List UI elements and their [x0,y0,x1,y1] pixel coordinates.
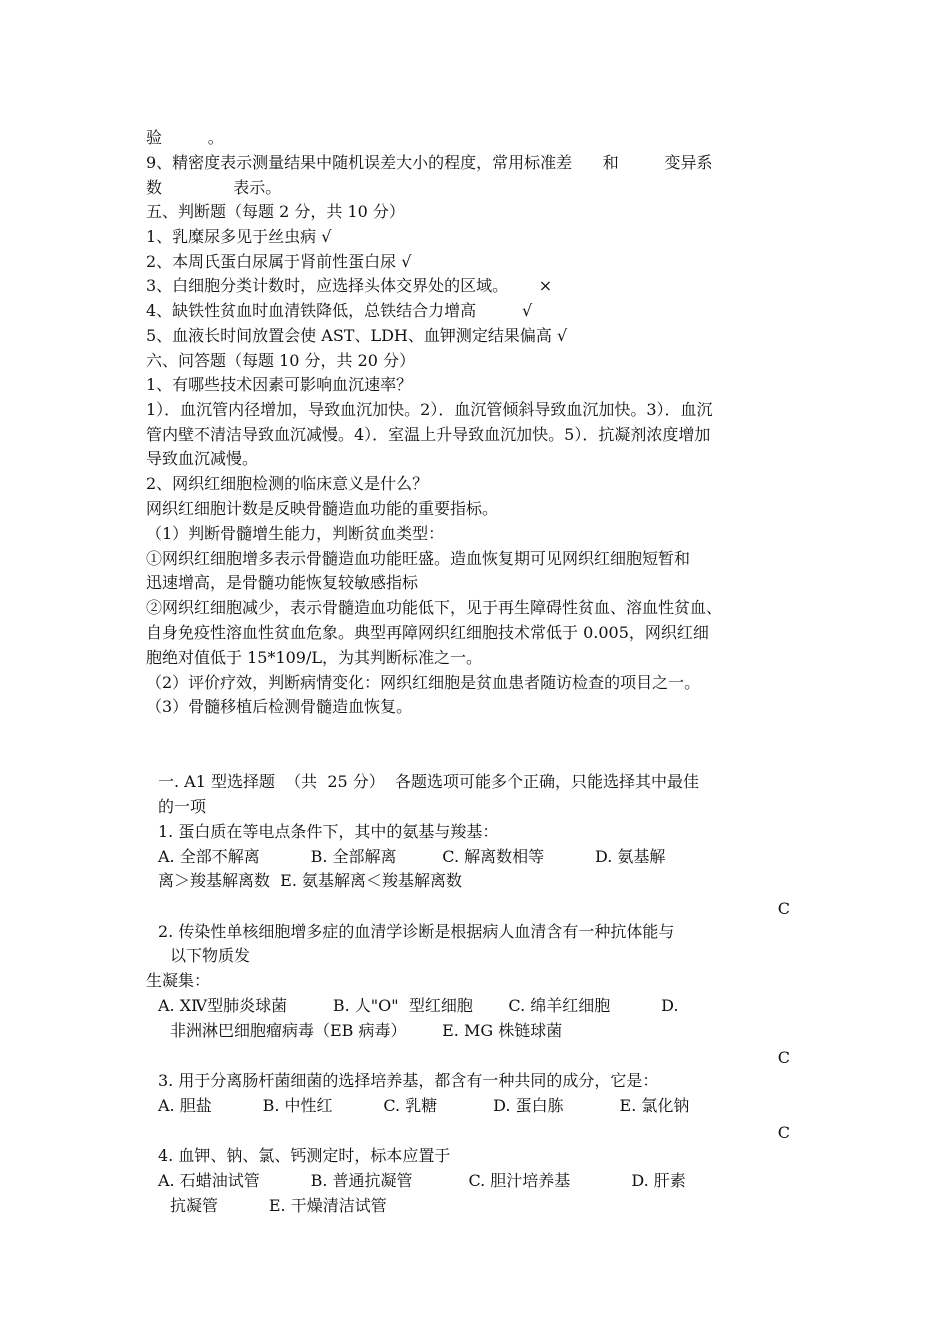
line: 1、乳糜尿多见于丝虫病 √ [146,227,332,246]
line: 验 。 [146,128,224,147]
options: 抗凝管 E. 干燥清洁试管 [170,1196,387,1215]
options: A. 胆盐 B. 中性红 C. 乳糖 D. 蛋白胨 E. 氯化钠 [158,1096,690,1115]
options: 离＞羧基解离数 E. 氨基解离＜羧基解离数 [158,871,463,890]
section-heading: 六、问答题（每题 10 分，共 20 分） [146,351,416,370]
line: 网织红细胞计数是反映骨髓造血功能的重要指标。 [146,499,499,518]
line: 1）．血沉管内径增加，导致血沉加快。2）．血沉管倾斜导致血沉加快。3）．血沉 [146,400,713,419]
options: A. 全部不解离 B. 全部解离 C. 解离数相等 D. 氨基解 [158,847,666,866]
options: A. XⅣ型肺炎球菌 B. 人"O" 型红细胞 C. 绵羊红细胞 D. [158,996,679,1015]
line: 5、血液长时间放置会使 AST、LDH、血钾测定结果偏高 √ [146,326,568,345]
options: 非洲淋巴细胞瘤病毒（EB 病毒） E. MG 株链球菌 [170,1021,563,1040]
line: 迅速增高，是骨髓功能恢复较敏感指标 [146,573,419,592]
line: ②网织红细胞减少，表示骨髓造血功能低下，见于再生障碍性贫血、溶血性贫血、 [146,598,723,617]
line: 以下物质发 [170,946,251,965]
line: 的一项 [158,797,207,816]
line: 2、本周氏蛋白尿属于肾前性蛋白尿 √ [146,252,412,271]
answer: C [777,1048,790,1067]
question: 4. 血钾、钠、氯、钙测定时，标本应置于 [158,1146,451,1165]
line: 4、缺铁性贫血时血清铁降低，总铁结合力增高 √ [146,301,533,320]
section-heading: 一. A1 型选择题 （共 25 分） 各题选项可能多个正确，只能选择其中最佳 [158,772,699,791]
question: 1. 蛋白质在等电点条件下，其中的氨基与羧基： [158,822,499,841]
question: 3. 用于分离肠杆菌细菌的选择培养基，都含有一种共同的成分，它是： [158,1071,659,1090]
line: 导致血沉减慢。 [146,449,259,468]
line: （3）骨髓移植后检测骨髓造血恢复。 [146,697,413,716]
line: 3、白细胞分类计数时，应选择头体交界处的区域。 × [146,276,553,295]
section-heading: 五、判断题（每题 2 分，共 10 分） [146,202,405,221]
line: 2、网织红细胞检测的临床意义是什么？ [146,474,429,493]
line: 生凝集： [146,971,211,990]
line: 1、有哪些技术因素可影响血沉速率？ [146,375,413,394]
question: 2. 传染性单核细胞增多症的血清学诊断是根据病人血清含有一种抗体能与 [158,922,675,941]
answer: C [777,1123,790,1142]
line: ①网织红细胞增多表示骨髓造血功能旺盛。造血恢复期可见网织红细胞短暂和 [146,549,691,568]
answer: C [777,899,790,918]
line: 数 表示。 [146,178,282,197]
line: 自身免疫性溶血性贫血危象。典型再障网织红细胞技术常低于 0.005，网织红细 [146,623,709,642]
options: A. 石蜡油试管 B. 普通抗凝管 C. 胆汁培养基 D. 肝素 [158,1171,686,1190]
line: （2）评价疗效，判断病情变化：网织红细胞是贫血患者随访检查的项目之一。 [146,673,701,692]
line: （1）判断骨髓增生能力，判断贫血类型： [146,524,445,543]
line: 管内壁不清洁导致血沉减慢。4）．室温上升导致血沉加快。5）．抗凝剂浓度增加 [146,425,711,444]
line: 胞绝对值低于 15*109/L，为其判断标准之一。 [146,648,483,667]
line: 9、精密度表示测量结果中随机误差大小的程度，常用标准差 和 变异系 [146,153,713,172]
